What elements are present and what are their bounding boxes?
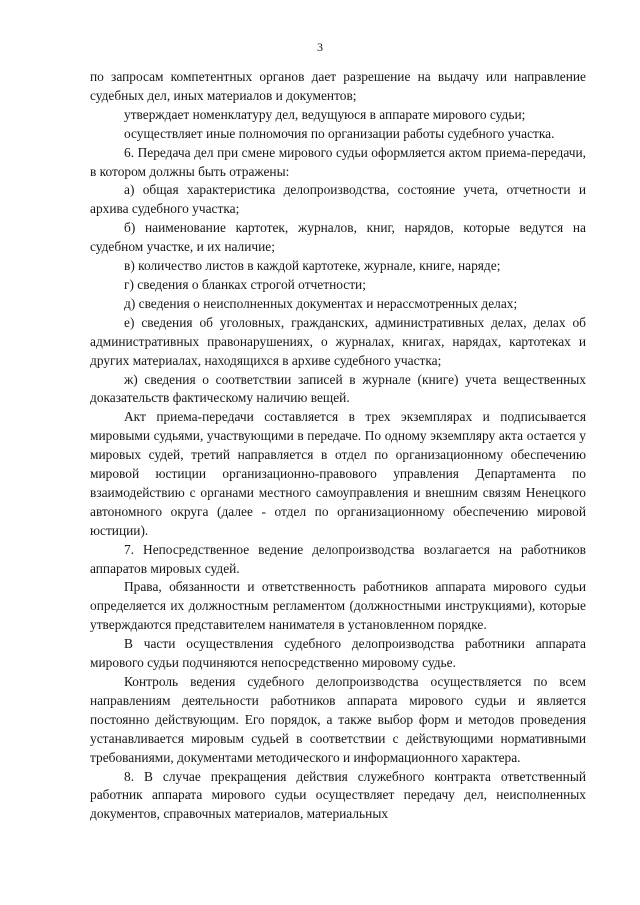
paragraph: в) количество листов в каждой картотеке, журнале, книге, наряде; xyxy=(124,258,501,274)
paragraph: д) сведения о неисполненных документах и нерассмотренных делах; xyxy=(124,295,518,311)
paragraph: Акт приема-передачи составляется в трех экземплярах и подписывается мировыми судьями, участвующими в передаче. По одному экземпляру акта остается у мировых судей, третий направляется в отдел по организационному обеспечению мировой юстиции организационно-правового управления Департамента по взаимодействию с органами местного самоуправления и внешним связям Ненецкого автономного округа (далее - отдел по организационному обеспечению мировой юстиции). xyxy=(90,409,586,538)
paragraph: б) наименование картотек, журналов, книг, нарядов, которые ведутся на судебном участке, и их наличие; xyxy=(90,220,586,255)
paragraph: по запросам компетентных органов дает разрешение на выдачу или направление судебных дел, иных материалов и документов; xyxy=(90,69,586,103)
paragraph: утверждает номенклатуру дел, ведущуюся в аппарате мирового судьи; xyxy=(124,106,526,122)
paragraph: 8. В случае прекращения действия служебного контракта ответственный работник аппарата мирового судьи осуществляет передачу дел, неисполненных документов, справочных материалов, материальных xyxy=(90,768,586,822)
document-body xyxy=(90,68,586,824)
paragraph: 6. Передача дел при смене мирового судьи оформляется актом приема-передачи, в котором должны быть отражены: xyxy=(90,144,586,179)
paragraph: а) общая характеристика делопроизводства, состояние учета, отчетности и архива судебного участка; xyxy=(90,182,586,217)
paragraph: г) сведения о бланках строгой отчетности; xyxy=(124,276,366,292)
paragraph: Права, обязанности и ответственность работников аппарата мирового судьи определяется их должностным регламентом (должностными инструкциями), которые утверждаются представителем нанимателя в установленном порядке. xyxy=(90,579,586,633)
paragraph: Контроль ведения судебного делопроизводства осуществляется по всем направлениям деятельности работников аппарата мирового судьи и является постоянно действующим. Его порядок, а также выбор форм и методов проведения устанавливается мировым судьей в соответствии с действующими нормативными требованиями, документами методического и информационного характера. xyxy=(90,674,586,765)
paragraph: 7. Непосредственное ведение делопроизводства возлагается на работников аппаратов мировых судей. xyxy=(90,541,586,576)
paragraph: осуществляет иные полномочия по организации работы судебного участка. xyxy=(124,125,555,141)
paragraph: ж) сведения о соответствии записей в журнале (книге) учета вещественных доказательств фактическому наличию вещей. xyxy=(90,371,586,406)
paragraph: е) сведения об уголовных, гражданских, административных делах, делах об административных правонарушениях, о журналах, книгах, нарядах, картотеках и других материалах, находящихся в архиве судебного участка; xyxy=(90,314,586,368)
page-number: 3 xyxy=(317,40,323,54)
paragraph: В части осуществления судебного делопроизводства работники аппарата мирового судьи подчиняются непосредственно мировому судье. xyxy=(90,636,586,671)
